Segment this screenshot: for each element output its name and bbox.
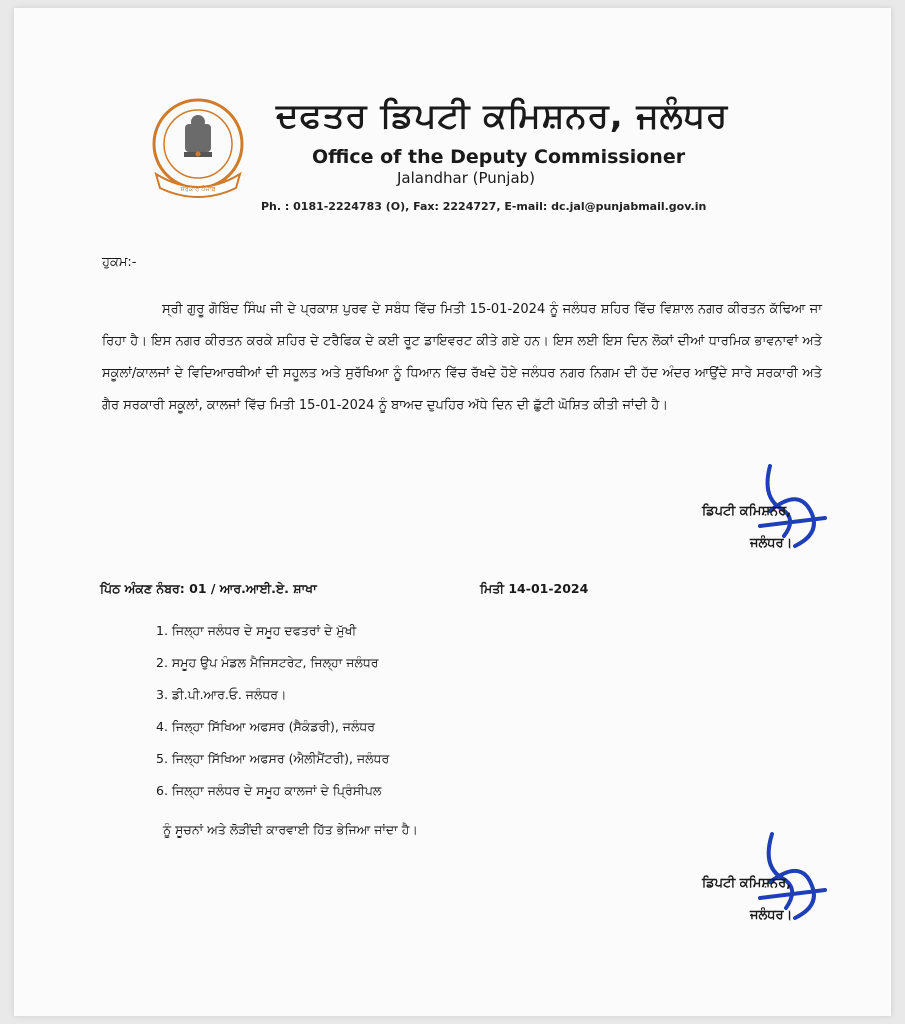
signature-designation: ਡਿਪਟੀ ਕਮਿਸ਼ਨਰ,: [702, 504, 792, 519]
endorsement-reference: ਪਿੱਠ ਅੰਕਣ ਨੰਬਰ: 01 / ਆਰ.ਆਈ.ਏ. ਸ਼ਾਖਾ: [100, 581, 317, 596]
seal-ribbon-text: ਸਰਕਾਰ ਪੰਜਾਬ: [180, 185, 216, 193]
contact-line: Ph. : 0181-2224783 (O), Fax: 2224727, E-mail: dc.jal@punjabmail.gov.in: [261, 200, 707, 213]
list-item: 5. ਜਿਲ੍ਹਾ ਸਿੱਖਿਆ ਅਫਸਰ (ਐਲੀਮੈਂਟਰੀ), ਜਲੰਧਰ: [156, 751, 390, 766]
list-item: 6. ਜਿਲ੍ਹਾ ਜਲੰਧਰ ਦੇ ਸਮੂਹ ਕਾਲਜਾਂ ਦੇ ਪ੍ਰਿੰਸੀਪਲ: [156, 783, 382, 798]
list-item: 4. ਜਿਲ੍ਹਾ ਸਿੱਖਿਆ ਅਫਸਰ (ਸੈਕੰਡਰੀ), ਜਲੰਧਰ: [156, 719, 376, 734]
office-location: Jalandhar (Punjab): [397, 169, 536, 187]
office-title-punjabi: ਦਫਤਰ ਡਿਪਟੀ ਕਮਿਸ਼ਨਰ, ਜਲੰਧਰ: [276, 96, 729, 136]
document-page: [14, 8, 891, 1016]
list-item: 3. ਡੀ.ਪੀ.ਆਰ.ਓ. ਜਲੰਧਰ।: [156, 687, 287, 702]
order-heading: ਹੁਕਮ:-: [102, 255, 137, 270]
signature-place: ਜਲੰਧਰ।: [750, 908, 793, 923]
government-seal-icon: [138, 94, 258, 204]
list-item: 1. ਜਿਲ੍ਹਾ ਜਲੰਧਰ ਦੇ ਸਮੂਹ ਦਫਤਰਾਂ ਦੇ ਮੁੱਖੀ: [156, 623, 357, 638]
signature-designation: ਡਿਪਟੀ ਕਮਿਸ਼ਨਰ,: [702, 876, 792, 891]
office-title-english: Office of the Deputy Commissioner: [312, 146, 686, 168]
order-body: ਸ੍ਰੀ ਗੁਰੂ ਗੋਬਿੰਦ ਸਿੰਘ ਜੀ ਦੇ ਪ੍ਰਕਾਸ਼ ਪੁਰਵ ਦੇ ਸਬੰਧ ਵਿੱਚ ਮਿਤੀ 15-01-2024 ਨੂੰ ਜਲੰਧਰ ਸ਼ਹਿਰ ਵਿੱਚ ਵਿਸ਼ਾਲ ਨਗਰ ਕੀਰਤਨ ਕੱਢਿਆ ਜਾ ਰਿਹਾ ਹੈ। ਇਸ ਨਗਰ ਕੀਰਤਨ ਕਰਕੇ ਸ਼ਹਿਰ ਦੇ ਟਰੈਫਿਕ ਦੇ ਕਈ ਰੂਟ ਡਾਇਵਰਟ ਕੀਤੇ ਗਏ ਹਨ। ਇਸ ਲਈ ਇਸ ਦਿਨ ਲੋਕਾਂ ਦੀਆਂ ਧਾਰਮਿਕ ਭਾਵਨਾਵਾਂ ਅਤੇ ਸਕੂਲਾਂ/ਕਾਲਜਾਂ ਦੇ ਵਿਦਿਆਰਥੀਆਂ ਦੀ ਸਹੂਲਤ ਅਤੇ ਸੁਰੱਖਿਆ ਨੂੰ ਧਿਆਨ ਵਿੱਚ ਰੱਖਦੇ ਹੋਏ ਜਲੰਧਰ ਨਗਰ ਨਿਗਮ ਦੀ ਹੱਦ ਅੰਦਰ ਆਉਂਦੇ ਸਾਰੇ ਸਰਕਾਰੀ ਅਤੇ ਗੈਰ ਸਰਕਾਰੀ ਸਕੂਲਾਂ, ਕਾਲਜਾਂ ਵਿੱਚ ਮਿਤੀ 15-01-2024 ਨੂੰ ਬਾਅਦ ਦੁਪਹਿਰ ਅੱਧੇ ਦਿਨ ਦੀ ਛੁੱਟੀ ਘੋਸ਼ਿਤ ਕੀਤੀ ਜਾਂਦੀ ਹੈ।: [102, 302, 822, 413]
endorsement-date: ਮਿਤੀ 14-01-2024: [480, 581, 589, 596]
closing-line: ਨੂੰ ਸੂਚਨਾਂ ਅਤੇ ਲੋੜੀਂਦੀ ਕਾਰਵਾਈ ਹਿੱਤ ਭੇਜਿਆ ਜਾਂਦਾ ਹੈ।: [163, 822, 418, 837]
list-item: 2. ਸਮੂਹ ਉਪ ਮੰਡਲ ਮੈਜਿਸਟਰੇਟ, ਜਿਲ੍ਹਾ ਜਲੰਧਰ: [156, 655, 379, 670]
recipient-list: [156, 620, 389, 812]
signature-place: ਜਲੰਧਰ।: [750, 536, 793, 551]
